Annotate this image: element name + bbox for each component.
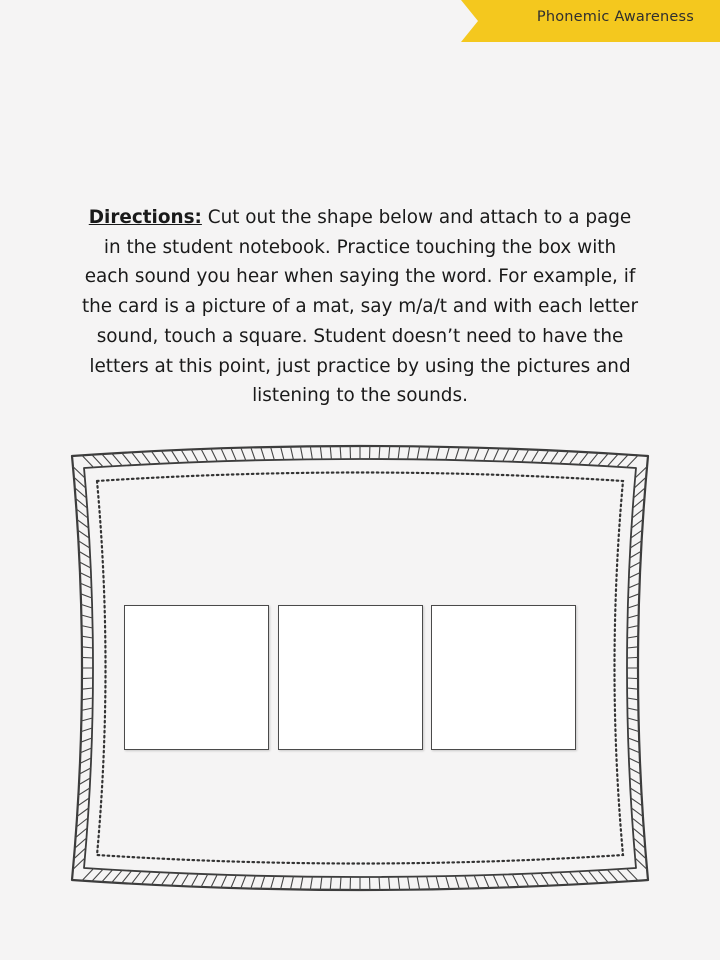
sound-box-3 <box>431 605 576 750</box>
directions-body: Cut out the shape below and attach to a page in the student notebook. Practice touching the box with each sound you hear when saying the word. For example, if the card is a picture of a mat, say m/a/t and with each letter sound, touch a square. Student doesn’t need to have the letters at this point, just practice by using the pictures and listening to the sounds. <box>81 207 639 407</box>
sound-box-1 <box>124 605 269 750</box>
directions-label: Directions: <box>88 207 202 228</box>
sound-box-2 <box>278 605 423 750</box>
header-title: Phonemic Awareness <box>536 9 694 25</box>
